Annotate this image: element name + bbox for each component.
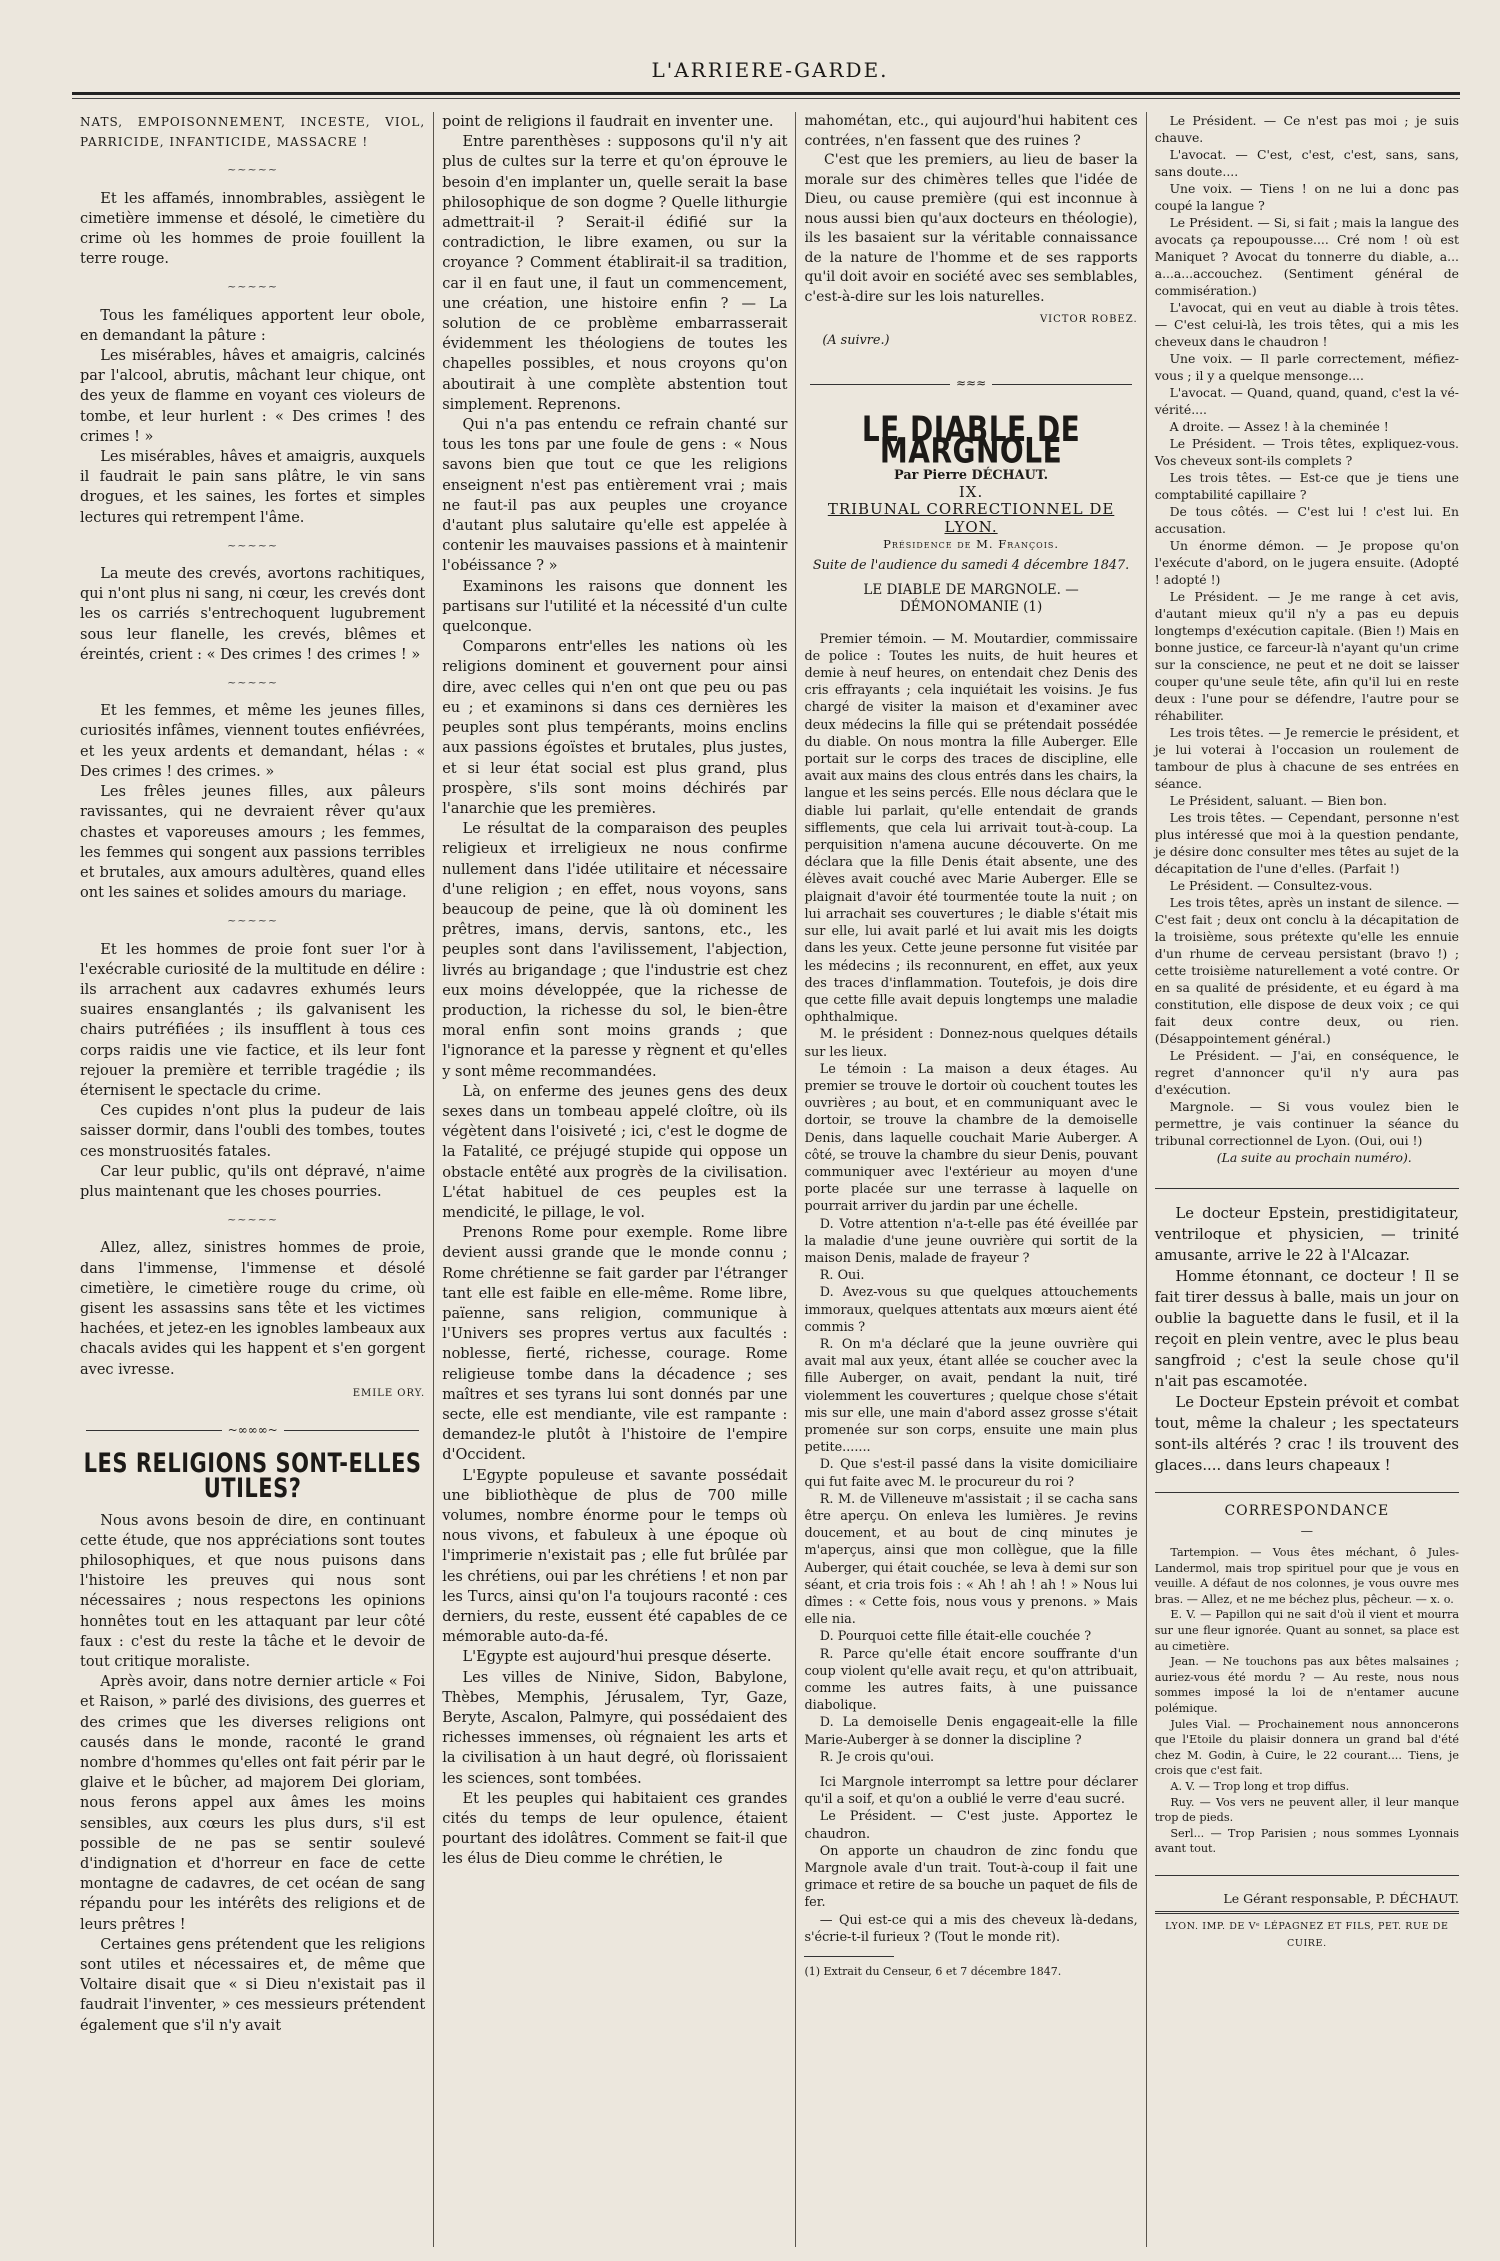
paragraph: D. Pourquoi cette fille était-elle couchée ? xyxy=(819,1629,1092,1645)
paragraph: Et les femmes, et même les jeunes filles, curiosités infâmes, viennent toutes enfiévrées, et les yeux ardents et demandant, hélas : « Des crimes ! des crimes. » xyxy=(80,703,426,780)
paragraph: C'est que les premiers, au lieu de baser la morale sur des chimères telles que l'idée de Dieu, ou cause première (qui est inconnue à nous aussi bien qu'aux docteurs en théologie), ils les basaient sur la véritable connaissance de la nature de l'homme et de ses rapports qu'il doit avoir en société avec ses semblables, c'est-à-dire sur les lois naturelles. xyxy=(804,152,1138,305)
signature: EMILE ORY. xyxy=(352,1387,426,1399)
ornament: ~~~~~ xyxy=(227,280,279,294)
paragraph: Et les hommes de proie font suer l'or à l'exécrable curiosité de la multitude en délire : ils arrachent aux cadavres exhumés leurs suaires ensanglantés ; ils galvanisent les chairs putréfiées ; ils insufflent à tous ces corps raidis une vie factice, et ils leur font rejouer la première et terrible tragédie ; ils éternisent le spectacle du crime. xyxy=(80,941,426,1099)
paragraph: Le Docteur Epstein prévoit et combat tout, même la chaleur ; les spectateurs sont-ils altérés ? crac ! ils trouvent des glaces.... dans leurs chapeaux ! xyxy=(1154,1394,1459,1474)
paragraph: R. Parce qu'elle était encore souffrante d'un coup violent qu'elle avait reçu, et qu'on attribuait, comme les autres faits, à une puissance diabolique. xyxy=(804,1646,1138,1714)
paragraph: L'avocat. — C'est, c'est, c'est, sans, sans, sans doute.... xyxy=(1154,147,1459,179)
paragraph: A droite. — Assez ! à la cheminée ! xyxy=(1169,419,1389,434)
paragraph: Le Président. — Trois têtes, expliquez-vous. Vos cheveux sont-ils complets ? xyxy=(1154,436,1459,468)
serial-title: LE DIABLE DE MARGNOLE xyxy=(861,408,1081,472)
paragraph: Margnole. — Si vous voulez bien le permettre, je vais continuer la séance du tribunal correctionnel de Lyon. (Oui, oui !) xyxy=(1154,1099,1459,1148)
paragraph: Car leur public, qu'ils ont dépravé, n'aime plus maintenant que les choses pourries. xyxy=(80,1163,426,1200)
publisher-line: Le Gérant responsable, P. DÉCHAUT. xyxy=(1223,1890,1459,1906)
paragraph: Les frêles jeunes filles, aux pâleurs ravissantes, qui ne devraient rêver qu'aux chastes et vaporeuses amours ; les femmes, les femmes qui songent aux passions terribles et brutales, aux amours adultères, quand elles ont les saines et solides amours du mariage. xyxy=(80,784,426,902)
paragraph: Allez, allez, sinistres hommes de proie, dans l'immense, l'immense et désolé cimetière, le cimetière rouge du crime, où gisent les assassins sans tête et les victimes hachées, et jetez-en les ignobles lambeaux aux chacals avides qui les happent et s'en gorgent avec ivresse. xyxy=(80,1240,426,1378)
paragraph: — Qui est-ce qui a mis des cheveux là-dedans, s'écrie-t-il furieux ? (Tout le monde rit). xyxy=(804,1912,1138,1945)
paragraph: Le Président. — J'ai, en conséquence, le regret d'annoncer qu'il n'y aura pas d'exécution. xyxy=(1154,1048,1459,1097)
paragraph: Une voix. — Il parle correctement, méfiez-vous ; il y a quelque mensonge.... xyxy=(1154,351,1459,383)
paragraph: D. Que s'est-il passé dans la visite domiciliaire qui fut faite avec M. le procureur du roi ? xyxy=(804,1457,1138,1490)
column-4 xyxy=(1147,112,1467,2247)
title-dash: — xyxy=(1300,1523,1314,1538)
paragraph: Le Président. — Consultez-vous. xyxy=(1169,878,1373,893)
paragraph: La meute des crevés, avortons rachitiques, qui n'ont plus ni sang, ni cœur, les crevés dont les os carriés s'entrechoquent lugubrement sous leur flanelle, les crevés, blêmes et éreintés, crient : « Des crimes ! des crimes ! » xyxy=(80,566,426,663)
testimony xyxy=(804,631,1137,1946)
paragraph: Examinons les raisons que donnent les partisans sur l'utilité et la nécessité d'un culte quelconque. xyxy=(442,578,788,636)
paragraph: Prenons Rome pour exemple. Rome libre devient aussi grande que le monde connu ; Rome chrétienne se fait garder par l'étranger tant elle est faible en elle-même. Rome libre, païenne, sans religion, communique à l'Univers ses propres vertus aux facultés : noblesse, fierté, richesse, courage. Rome religieuse tombe dans la décadence ; ses maîtres et ses tyrans lui sont donnés par une secte, elle est mendiante, vile est rampante : demandez-le plutôt à l'histoire de l'empire d'Occident. xyxy=(442,1225,788,1464)
to-be-continued: (A suivre.) xyxy=(822,333,890,349)
paragraph: On apporte un chaudron de zinc fondu que Margnole avale d'un trait. Tout-à-coup il fait une grimace et retire de sa bouche un paquet de fils de fer. xyxy=(804,1843,1138,1911)
paragraph: Les trois têtes. — Je remercie le président, et je lui voterai à l'occasion un roulement de tambour de plus à chacune de ses entrées en séance. xyxy=(1154,725,1459,791)
imprint-rule xyxy=(1155,1911,1459,1914)
tribunal-heading: TRIBUNAL CORRECTIONNEL DE LYON. xyxy=(827,500,1115,536)
paragraph: Premier témoin. — M. Moutardier, commissaire de police : Toutes les nuits, de huit heures et demie à neuf heures, on entendait chez Denis des cris effrayants ; cela inquiétait les voisins. Je fus chargé de visiter la maison et d'examiner avec deux médecins la fille qui se prétendait possédée du diable. On nous montra la fille Auberger. Elle portait sur le corps des traces de discipline, elle avait aux mains des clous entrés dans les chairs, la langue et les seins percés. Elle nous déclara que le diable lui parlait, qu'elle entendait de grands sifflements, que cela lui arrivait tout-à-coup. La perquisition n'amena aucune découverte. On me déclara que la fille Denis était absente, une des élèves avait couché avec Marie Auberger. Elle se plaignait d'avoir été tourmentée toute la nuit ; on lui arrachait ses couvertures ; le diable s'était mis sur elle, lui avait parlé et lui avait mis les doigts dans les yeux. Cette jeune personne fut visitée par les médecins ; ils reconnurent, en effet, aux yeux des traces d'inflammation. Toutefois, je dois dire que cette fille avait depuis longtemps une maladie ophthalmique. xyxy=(804,631,1138,1026)
paragraph: Le docteur Epstein, prestidigitateur, ventriloque et physicien, — trinité amusante, arrive le 22 à l'Alcazar. xyxy=(1154,1205,1459,1264)
paragraph: Ces cupides n'ont plus la pudeur de lais saisser dormir, dans l'oubli des tombes, toutes ces monstruosités fatales. xyxy=(80,1103,426,1160)
presidence-line: Présidence de M. François. xyxy=(883,536,1059,551)
paragraph: mahométan, etc., qui aujourd'hui habitent ces contrées, n'en fassent que des ruines ? xyxy=(804,113,1138,149)
columns xyxy=(72,112,1467,2247)
ornament: ~~~~~ xyxy=(227,914,279,928)
paragraph: M. le président : Donnez-nous quelques détails sur les lieux. xyxy=(804,1027,1138,1060)
signature: VICTOR ROBEZ. xyxy=(1039,314,1138,325)
paragraph: Nous avons besoin de dire, en continuant cette étude, que nos appréciations sont toutes philosophiques, et que nous puisons dans l'histoire les preuves qui nous sont nécessaires ; nous respectons les opinions honnêtes tout en les attaquant par leur côté faux : c'est du reste la tâche et le devoir de tout critique moraliste. xyxy=(80,1512,426,1671)
trial-dialogue xyxy=(1155,112,1459,1166)
paragraph: point de religions il faudrait en inventer une. xyxy=(442,114,774,130)
paragraph: Le Président. — C'est juste. Apportez le chaudron. xyxy=(804,1809,1138,1842)
paragraph: Là, on enferme des jeunes gens des deux sexes dans un tombeau appelé cloître, où ils végètent dans l'oisiveté ; ici, c'est le dogme de la Fatalité, ce préjugé stupide qui oppose un obstacle entêté aux progrès de la civilisation. L'état habituel de ces peuples est la mendicité, le pillage, le vol. xyxy=(442,1083,788,1221)
correspondence-item: Tartempion. — Vous êtes méchant, ô Jules-Landermol, mais trop spirituel pour que je vous en veuille. A défaut de nos colonnes, je vous ouvre mes bras. — Allez, et ne me béchez plus, pêcheur. — x. o. xyxy=(1154,1546,1459,1606)
session-line: Suite de l'audience du samedi 4 décembre 1847. xyxy=(812,558,1130,574)
announcement xyxy=(1155,1203,1459,1476)
paragraph: Les trois têtes. — Est-ce que je tiens une comptabilité capillaire ? xyxy=(1154,470,1459,502)
paragraph: Certaines gens prétendent que les religions sont utiles et nécessaires et, de même que Voltaire disait que « si Dieu n'existait pas il faudrait l'inventer, » ces messieurs prétendent également que s'il n'y avait xyxy=(80,1936,426,2034)
correspondence-title: CORRESPONDANCE xyxy=(1224,1503,1390,1519)
section-rule xyxy=(1155,1875,1459,1876)
column-1 xyxy=(72,112,433,2247)
byline: Par Pierre DÉCHAUT. xyxy=(894,468,1049,484)
paragraph: L'Egypte populeuse et savante possédait une bibliothèque de plus de 700 mille volumes, nombre énorme pour le temps où nous vivons, et fabuleux à une époque où l'imprimerie n'existait pas ; elle fut brûlée par les chrétiens, oui par les chrétiens ! et non par les Turcs, ainsi qu'on l'a toujours raconté : ces derniers, du reste, eussent été capables de ce mémorable auto-da-fé. xyxy=(442,1467,788,1646)
paragraph: Et les peuples qui habitaient ces grandes cités du temps de leur opulence, étaient pourtant des idolâtres. Comment se fait-il que les élus de Dieu comme le chrétien, le xyxy=(442,1790,788,1868)
paragraph: Comparons entr'elles les nations où les religions dominent et gouvernent pour ainsi dire, avec celles qui n'en ont que peu ou pas eu ; et examinons si dans ces dernières les peuples sont plus tempérants, moins enclins aux passions égoïstes et brutales, plus justes, et si leur état social est plus grand, plus prospère, s'ils sont moins déchirés par l'anarchie que les premières. xyxy=(442,639,788,817)
paragraph: Le témoin : La maison a deux étages. Au premier se trouve le dortoir où couchent toutes les ouvrières ; au bout, et en communiquant avec le dortoir, se trouve la chambre de la demoiselle Denis, dans laquelle couchait Marie Auberger. A côté, se trouve la chambre du sieur Denis, pouvant communiquer avec l'extérieur au moyen d'une porte placée sur une terrasse à laquelle on pourrait arriver du jardin par une échelle. xyxy=(804,1061,1138,1215)
paragraph: Les villes de Ninive, Sidon, Babylone, Thèbes, Memphis, Jérusalem, Tyr, Gaze, Beryte, Ascalon, Palmyre, qui possédaient des richesses immenses, où régnaient les arts et la civilisation à un haut degré, où florissaient les sciences, sont tombées. xyxy=(442,1669,788,1787)
intro-list: NATS, EMPOISONNEMENT, INCESTE, VIOL, PARRICIDE, INFANTICIDE, MASSACRE ! xyxy=(80,115,426,150)
correspondence-item: Jean. — Ne touchons pas aux bêtes malsaines ; auriez-vous été mordu ? — Au reste, nous nous sommes imposé la loi de n'entamer aucune polémique. xyxy=(1154,1655,1459,1715)
column-3 xyxy=(796,112,1145,2247)
correspondence-item: Serl... — Trop Parisien ; nous sommes Lyonnais avant tout. xyxy=(1154,1826,1459,1856)
ornament: ~~~~~ xyxy=(227,1213,279,1227)
article-title: LES RELIGIONS SONT-ELLES UTILES? xyxy=(83,1448,422,1504)
ornament: ~~~~~ xyxy=(227,676,279,690)
paragraph: Après avoir, dans notre dernier article « Foi et Raison, » parlé des divisions, des guerres et des crimes que les diverses religions ont causés dans le monde, raconté le grand nombre d'hommes qu'elles ont fait périr par le glaive et le bûcher, ad majorem Dei gloriam, nous ferons appel aux âmes les moins sensibles, aux cœurs les plus durs, s'il est possible de ne pas se sentir soulevé d'indignation et d'horreur en face de cette montagne de cadavres, de cet océan de sang répandu pour les intérêts des religions et de leurs prêtres ! xyxy=(80,1674,426,1933)
section-rule xyxy=(1155,1188,1459,1189)
paragraph: L'avocat. — Quand, quand, quand, c'est la vé-vérité.... xyxy=(1154,385,1459,417)
paragraph: Qui n'a pas entendu ce refrain chanté sur tous les tons par une foule de gens : « Nous savons bien que tout ce que les religions enseignent n'est pas entièrement vrai ; mais ne faut-il pas aux peuples une croyance d'autant plus salutaire qu'elle est appelée à contenir les mauvaises passions et à maintenir l'obéissance ? » xyxy=(442,417,788,575)
subhead: LE DIABLE DE MARGNOLE. — DÉMONOMANIE (1) xyxy=(863,582,1079,616)
correspondence-item: E. V. — Papillon qui ne sait d'où il vient et mourra sur une fleur ignorée. Quant au sonnet, sa place est au cimetière. xyxy=(1154,1608,1459,1653)
paragraph: L'Egypte est aujourd'hui presque déserte. xyxy=(462,1649,772,1666)
printer-imprint: LYON. IMP. DE Vᵉ LÉPAGNEZ ET FILS, PET. RUE DE CUIRE. xyxy=(1165,1920,1449,1949)
ornament: ~~~~~ xyxy=(227,163,279,177)
paragraph: Une voix. — Tiens ! on ne lui a donc pas coupé la langue ? xyxy=(1154,181,1459,213)
paragraph: R. Je crois qu'oui. xyxy=(819,1749,935,1765)
correspondence-item: Ruy. — Vos vers ne peuvent aller, il leur manque trop de pieds. xyxy=(1154,1795,1459,1825)
section-divider: ~∞∞∞~ xyxy=(80,1420,425,1440)
paragraph: D. La demoiselle Denis engageait-elle la fille Marie-Auberger à se donner la discipline ? xyxy=(804,1715,1138,1748)
paragraph: R. Oui. xyxy=(819,1268,865,1284)
paragraph: R. M. de Villeneuve m'assistait ; il se cacha sans être aperçu. On enleva les lumières. Je revins doucement, et au bout de cinq minutes je m'aperçus, ainsi que mon collègue, que la fille Auberger, qui était couchée, se leva à demi sur son séant, et cria trois fois : « Ah ! ah ! ah ! » Nous lui dîmes : « Cette fois, nous vous y prenons. » Mais elle nia. xyxy=(804,1491,1138,1628)
paragraph: Les trois têtes. — Cependant, personne n'est plus intéressé que moi à la question pendante, je désire donc consulter mes têtes au sujet de la décapitation de l'une d'elles. (Parfait !) xyxy=(1154,810,1459,876)
paragraph: Et les affamés, innombrables, assiègent le cimetière immense et désolé, le cimetière du crime où les hommes de proie fouillent la terre rouge. xyxy=(80,190,426,268)
paragraph: De tous côtés. — C'est lui ! c'est lui. En accusation. xyxy=(1154,504,1459,536)
correspondence-item: Jules Vial. — Prochainement nous annoncerons que l'Etoile du plaisir donnera un grand bal d'été chez M. Godin, à Cuire, le 22 courant.... Tiens, je crois que c'est fait. xyxy=(1154,1717,1459,1778)
paragraph: Tous les faméliques apportent leur obole, en demandant la pâture : xyxy=(80,307,426,344)
paragraph: Les misérables, hâves et amaigris, calcinés par l'alcool, abrutis, mâchant leur chique, ont des yeux de flamme en voyant ces violeurs de tombe, et leur hurlent : « Des crimes ! des crimes ! » xyxy=(80,348,426,445)
chapter-number: IX. xyxy=(958,483,984,502)
paragraph: Le Président, saluant. — Bien bon. xyxy=(1169,793,1387,808)
paragraph: D. Votre attention n'a-t-elle pas été éveillée par la maladie d'une jeune ouvrière qui sortit de la maison Denis, malade de frayeur ? xyxy=(804,1216,1138,1266)
running-header: L'ARRIERE-GARDE. xyxy=(651,58,889,82)
paragraph: Entre parenthèses : supposons qu'il n'y ait plus de cultes sur la terre et qu'on éprouve le besoin d'en implanter un, quelle serait la base philosophique de son dogme ? Quelle lithurgie admettrait-il ? Serait-il édifié sur la contradiction, le libre examen, ou sur la croyance ? Comment établirait-il sa tradition, car il en faut une, il faut un commencement, une création, une histoire enfin ? — La solution de ce problème embarrasserait évidemment les théologiens de toutes les chapelles possibles, et nous croyons qu'on aboutirait à une complète abstention tout simplement. Reprenons. xyxy=(442,134,788,413)
paragraph: Un énorme démon. — Je propose qu'on l'exécute d'abord, on le jugera ensuite. (Adopté ! adopté !) xyxy=(1154,538,1459,587)
section-rule xyxy=(1155,1492,1459,1493)
footnote: (1) Extrait du Censeur, 6 et 7 décembre 1847. xyxy=(804,1965,1062,1979)
to-be-continued: (La suite au prochain numéro). xyxy=(1216,1150,1412,1165)
ornament: ~~~~~ xyxy=(227,538,279,552)
section-divider: ≈≈≈ xyxy=(804,375,1137,392)
paragraph: D. Avez-vous su que quelques attouchements immoraux, quelques attentats aux mœurs aient été commis ? xyxy=(804,1285,1138,1335)
correspondence-list xyxy=(1155,1545,1459,1857)
paragraph: Le Président. — Si, si fait ; mais la langue des avocats ça repoupousse.... Cré nom ! où est Maniquet ? Avocat du tonnerre du diable, a... a...a...accouchez. (Sentiment général de commisération.) xyxy=(1154,215,1459,298)
paragraph: Le Président. — Je me range à cet avis, d'autant mieux qu'il n'y a pas eu depuis longtemps d'exécution capitale. (Bien !) Mais en bonne justice, ce farceur-là n'ayant qu'un crime sur la conscience, ne peut et ne doit se laisser couper qu'une seule tête, afin qu'il lui en reste deux : l'une pour se défendre, l'autre pour se réhabiliter. xyxy=(1154,589,1459,723)
paragraph: Le Président. — Ce n'est pas moi ; je suis chauve. xyxy=(1154,113,1459,145)
paragraph: Ici Margnole interrompt sa lettre pour déclarer qu'il a soif, et qu'on a oublié le verre d'eau sucré. xyxy=(804,1775,1138,1808)
paragraph: Les trois têtes, après un instant de silence. — C'est fait ; deux ont conclu à la décapitation de la troisième, sous prétexte qu'elle les ennuie d'un rhume de cerveau persistant (bravo !) ; cette troisième naturellement a voté contre. Or en sa qualité de présidente, et eu égard à ma constitution, elle dispose de deux voix ; ce qui fait deux contre deux, ou rien. (Désappointement général.) xyxy=(1154,895,1459,1046)
column-2 xyxy=(434,112,795,2247)
paragraph: R. On m'a déclaré que la jeune ouvrière qui avait mal aux yeux, étant allée se coucher avec la fille Auberger, on avait, pendant la nuit, tiré violemment les couvertures ; quelque chose s'était mis sur elle, une main d'abord assez grosse s'était promenée sur son corps, ensuite une main plus petite....... xyxy=(804,1336,1138,1456)
paragraph: Les misérables, hâves et amaigris, auxquels il faudrait le pain sans plâtre, le vin sans drogues, et les saines, les fortes et simples lectures qui retrempent l'âme. xyxy=(80,449,426,526)
footnote-rule xyxy=(804,1956,894,1957)
paragraph: Homme étonnant, ce docteur ! Il se fait tirer dessus à balle, mais un jour on oublie la baguette dans le fusil, et il la reçoit en plein ventre, avec le plus beau sangfroid ; c'est la seule chose qu'il n'ait pas escamotée. xyxy=(1154,1268,1459,1390)
header-rule-thin xyxy=(72,98,1460,99)
header-rule xyxy=(72,92,1460,95)
paragraph: Le résultat de la comparaison des peuples religieux et irreligieux ne nous confirme nullement dans l'idée utilitaire et nécessaire d'une religion ; en effet, nous voyons, sans beaucoup de peine, que là où dominent les prêtres, imans, dervis, santons, etc., les peuples sont dans l'avilissement, l'abjection, livrés au brigandage ; que l'industrie est chez eux moins développée, que la richesse de production, la richesse du sol, le bien-être moral enfin sont moins grands ; que l'ignorance et la paresse y règnent et qu'elles y sont même recommandées. xyxy=(442,821,788,1080)
paragraph: L'avocat, qui en veut au diable à trois têtes. — C'est celui-là, les trois têtes, qui a mis les cheveux dans le chaudron ! xyxy=(1154,300,1459,349)
correspondence-item: A. V. — Trop long et trop diffus. xyxy=(1170,1779,1350,1793)
